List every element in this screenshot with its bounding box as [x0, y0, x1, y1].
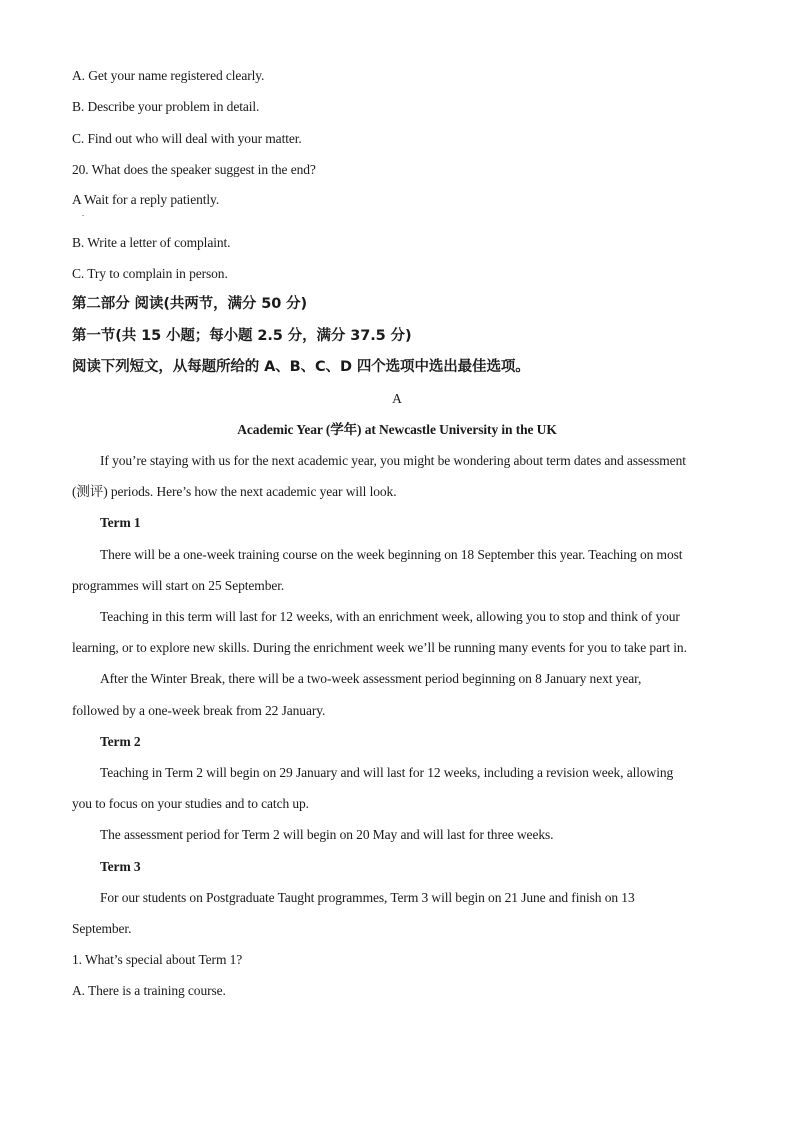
intro-line-1: If you’re staying with us for the next academic year, you might be wondering about term dates and assessment — [100, 453, 686, 468]
term2-p2: The assessment period for Term 2 will begin on 20 May and will last for three weeks. — [100, 827, 554, 842]
stray-dot: . — [82, 209, 84, 218]
term3-p1-line2: September. — [72, 921, 132, 936]
term1-p3-line2: followed by a one-week break from 22 January. — [72, 703, 326, 718]
term1-p1-line2: programmes will start on 25 September. — [72, 578, 285, 593]
term1-heading: Term 1 — [100, 515, 141, 530]
term3-p1-line1: For our students on Postgraduate Taught programmes, Term 3 will begin on 21 June and finish on 13 — [100, 890, 635, 905]
term2-p1-line1: Teaching in Term 2 will begin on 29 January and will last for 12 weeks, including a revision week, allowing — [100, 765, 674, 780]
term2-p1-line2: you to focus on your studies and to catch up. — [72, 796, 309, 811]
part-heading: 第二部分 阅读(共两节，满分 50 分) — [72, 296, 308, 312]
q19-option-b: B. Describe your problem in detail. — [72, 99, 260, 114]
term1-p2-line2: learning, or to explore new skills. During the enrichment week we’ll be running many events for you to take part in. — [72, 640, 687, 655]
q20-question: 20. What does the speaker suggest in the end? — [72, 162, 316, 177]
intro-line-2: (测评) periods. Here’s how the next academic year will look. — [72, 484, 397, 499]
q19-option-c: C. Find out who will deal with your matter. — [72, 131, 302, 146]
passage-title: Academic Year (学年) at Newcastle University in the UK — [237, 422, 557, 437]
subsection-heading: 第一节(共 15 小题；每小题 2.5 分，满分 37.5 分) — [72, 328, 412, 344]
term1-p2-line1: Teaching in this term will last for 12 weeks, with an enrichment week, allowing you to stop and think of your — [100, 609, 680, 624]
q20-option-c: C. Try to complain in person. — [72, 266, 228, 281]
term3-heading: Term 3 — [100, 859, 141, 874]
passage-letter: A — [392, 391, 402, 406]
term1-p1-line1: There will be a one-week training course on the week beginning on 18 September this year. Teaching on most — [100, 547, 683, 562]
question-1: 1. What’s special about Term 1? — [72, 952, 243, 967]
question-1-option-a: A. There is a training course. — [72, 983, 226, 998]
term1-p3-line1: After the Winter Break, there will be a two-week assessment period beginning on 8 January next year, — [100, 671, 642, 686]
q19-option-a: A. Get your name registered clearly. — [72, 68, 265, 83]
q20-option-a: A Wait for a reply patiently. — [72, 192, 220, 207]
reading-instruction: 阅读下列短文，从每题所给的 A、B、C、D 四个选项中选出最佳选项。 — [72, 359, 530, 375]
q20-option-b: B. Write a letter of complaint. — [72, 235, 231, 250]
term2-heading: Term 2 — [100, 734, 141, 749]
